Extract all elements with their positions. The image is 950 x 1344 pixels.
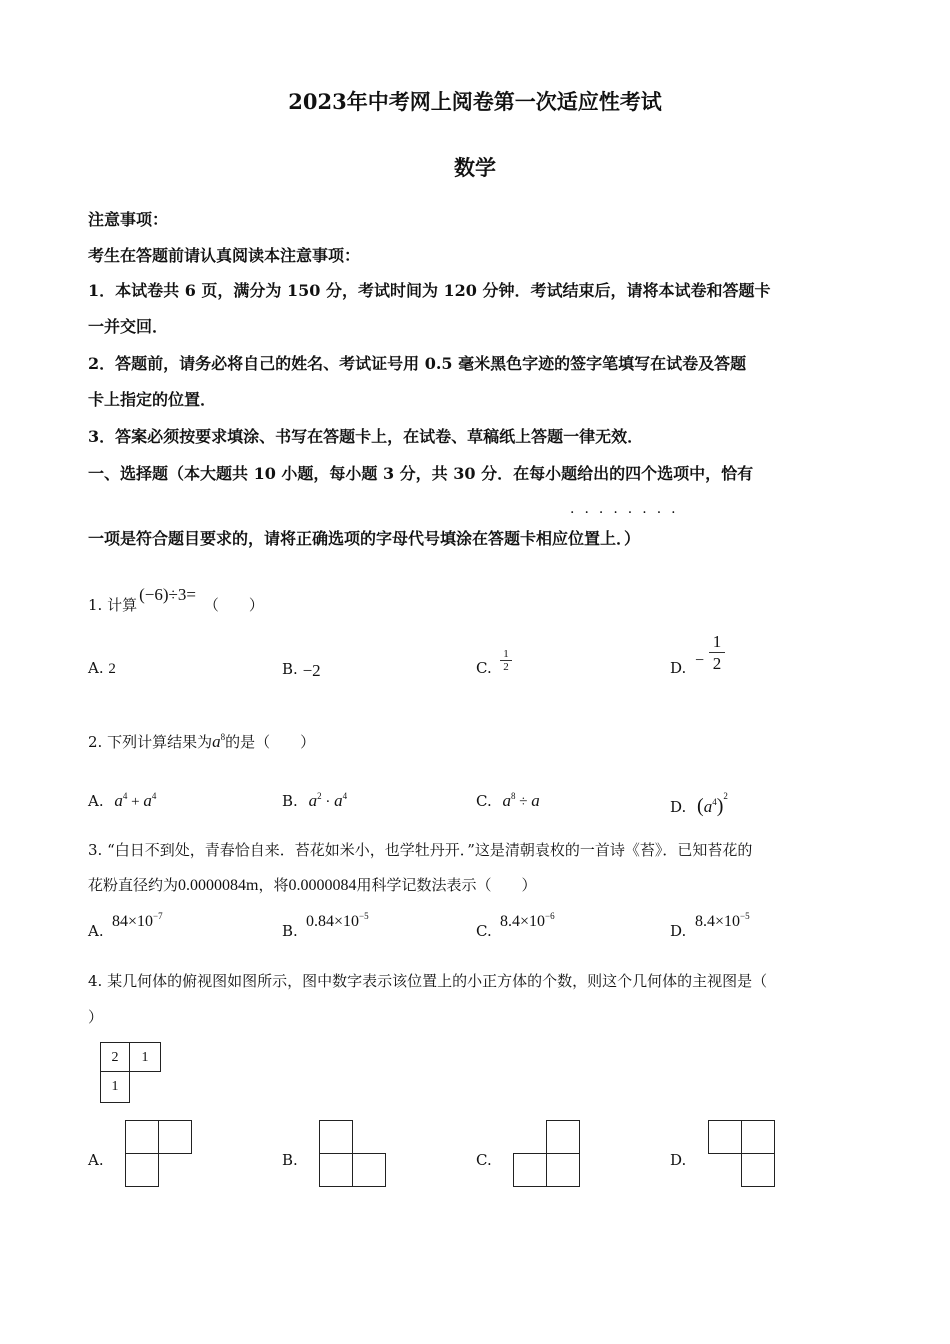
- math-exp: −5: [359, 911, 369, 921]
- math-mantissa: 8.4×10: [500, 913, 546, 930]
- q3-number: 0.0000084: [288, 877, 357, 894]
- cube-face: [742, 1121, 775, 1154]
- section-instruction: 一项是符合题目要求的，请将正确选项的字母代号填涂在答题卡相应位置上．）: [88, 529, 641, 548]
- q4-option-c-figure[interactable]: [512, 1119, 584, 1189]
- notice-heading: 注意事项：: [88, 210, 169, 229]
- cube-face: [320, 1121, 353, 1154]
- q3-stem-line2: [88, 874, 537, 895]
- q3-option-b-label[interactable]: B.: [282, 922, 298, 940]
- cube-face: [547, 1121, 580, 1154]
- q3-option-a[interactable]: [112, 911, 163, 931]
- q1-d-fraction: [709, 631, 725, 674]
- grid-cell: 1: [100, 1072, 130, 1103]
- fraction-denominator: 2: [500, 660, 512, 673]
- notice-item-1: 1．本试卷共 6 页，满分为 150 分，考试时间为 120 分钟．考试结束后，请将本试卷和答题卡: [88, 281, 771, 300]
- cube-face: [159, 1121, 192, 1154]
- q3-option-c[interactable]: [500, 911, 555, 931]
- math-base: a: [334, 791, 343, 810]
- grid-cell: 1: [130, 1042, 161, 1072]
- notice-item-2: 2．答题前，请务必将自己的姓名、考试证号用 0.5 毫米黑色字迹的签字笔填写在试卷及答题: [88, 354, 747, 373]
- q2-var: a: [212, 732, 221, 751]
- q4-option-b-figure[interactable]: [318, 1119, 390, 1189]
- q4-option-d-label[interactable]: D.: [670, 1151, 687, 1169]
- cube-face: [514, 1154, 547, 1187]
- cube-face: [353, 1154, 386, 1187]
- grid-cell: 2: [100, 1042, 130, 1072]
- math-exp: 4: [151, 791, 157, 801]
- q1-prefix: 1. 计算: [88, 596, 138, 614]
- cube-face: [126, 1121, 159, 1154]
- subject-title: 数学: [454, 155, 496, 180]
- q3-option-c-label[interactable]: C.: [476, 922, 492, 940]
- q4-option-a-label[interactable]: A.: [88, 1151, 104, 1169]
- math-base: a: [703, 797, 713, 816]
- section-heading: 一、选择题（本大题共 10 小题，每小题 3 分，共 30 分．在每小题给出的四个选项中，恰有: [88, 464, 754, 483]
- q2-option-a[interactable]: [88, 791, 156, 811]
- math-base: a: [531, 791, 540, 810]
- math-base: a: [143, 791, 152, 810]
- option-value: −2: [302, 661, 321, 680]
- option-label: C.: [476, 659, 492, 677]
- math-base: a: [502, 791, 511, 810]
- q4-option-a-figure[interactable]: [124, 1119, 196, 1189]
- q3-option-d[interactable]: [695, 911, 750, 931]
- q4-option-b-label[interactable]: B.: [282, 1151, 298, 1169]
- q1-blank: （ ）: [203, 596, 264, 614]
- option-label: D.: [670, 798, 687, 816]
- q2-text-before: 2. 下列计算结果为: [88, 733, 213, 751]
- cube-face: [320, 1154, 353, 1187]
- option-label: B.: [282, 792, 298, 810]
- math-op: ÷: [515, 794, 532, 810]
- q3-text: 花粉直径约为: [88, 876, 179, 894]
- cube-face: [709, 1121, 742, 1154]
- math-exp: 8: [511, 791, 516, 801]
- q2-exp: 8: [220, 732, 226, 742]
- cube-face: [547, 1154, 580, 1187]
- q1-option-d[interactable]: [670, 659, 686, 677]
- notice-item-2-cont: 卡上指定的位置．: [88, 390, 217, 409]
- math-mantissa: 8.4×10: [695, 913, 741, 930]
- option-label: C.: [476, 792, 492, 810]
- math-exp: −7: [153, 911, 163, 921]
- top-view-grid: [100, 1042, 162, 1104]
- math-paren: (: [697, 795, 704, 817]
- q1-d-sign: −: [695, 652, 705, 669]
- q4-stem-line2: ）: [88, 1008, 104, 1026]
- q2-option-c[interactable]: [476, 791, 540, 811]
- math-op: ·: [321, 794, 335, 810]
- math-exp: 2: [317, 791, 322, 801]
- math-exp: 4: [342, 791, 348, 801]
- notice-intro: 考生在答题前请认真阅读本注意事项：: [88, 246, 361, 265]
- option-label: A.: [88, 659, 104, 677]
- option-label: D.: [670, 659, 687, 677]
- q2-option-b[interactable]: [282, 791, 347, 811]
- math-exp: 2: [723, 791, 728, 801]
- notice-item-3: 3．答案必须按要求填涂、书写在答题卡上，在试卷、草稿纸上答题一律无效．: [88, 427, 644, 446]
- math-paren: ): [716, 795, 724, 817]
- q1-stem: [88, 585, 264, 615]
- cube-face: [126, 1154, 159, 1187]
- option-label: A.: [88, 792, 104, 810]
- q3-number: 0.0000084m: [178, 877, 259, 894]
- q1-option-c[interactable]: [476, 659, 492, 677]
- q1-expression: (−6)÷3=: [139, 585, 196, 604]
- q4-option-c-label[interactable]: C.: [476, 1151, 492, 1169]
- q1-option-a[interactable]: [88, 659, 116, 678]
- exam-title: 2023年中考网上阅卷第一次适应性考试: [288, 89, 662, 114]
- math-mantissa: 0.84×10: [306, 913, 360, 930]
- notice-item-1-cont: 一并交回．: [88, 317, 169, 336]
- q3-option-a-label[interactable]: A.: [88, 922, 104, 940]
- q2-option-d[interactable]: [670, 791, 728, 818]
- q4-option-d-figure[interactable]: [707, 1119, 779, 1189]
- q1-option-b[interactable]: [282, 659, 321, 679]
- q3-option-b[interactable]: [306, 911, 369, 931]
- math-exp: −6: [545, 911, 555, 921]
- math-exp: −5: [740, 911, 750, 921]
- emphasis-dots: ········: [570, 505, 686, 521]
- option-label: B.: [282, 660, 298, 678]
- fraction-denominator: 2: [709, 652, 725, 674]
- math-base: a: [114, 791, 123, 810]
- math-mantissa: 84×10: [112, 913, 154, 930]
- math-exp: 4: [712, 797, 717, 807]
- math-base: a: [308, 791, 318, 810]
- q2-text-after: 的是（ ）: [225, 733, 316, 751]
- fraction-numerator: 1: [712, 632, 722, 651]
- q1-c-fraction: [500, 648, 512, 673]
- math-op: +: [127, 794, 144, 810]
- q3-option-d-label[interactable]: D.: [670, 922, 687, 940]
- option-value: 2: [108, 661, 116, 677]
- q3-text: 用科学记数法表示（ ）: [356, 876, 537, 894]
- q2-stem: [88, 731, 315, 752]
- fraction-numerator: 1: [503, 648, 509, 660]
- math-exp: 4: [122, 791, 128, 801]
- cube-face: [742, 1154, 775, 1187]
- q3-text: ，将: [258, 876, 289, 894]
- q3-stem-line1: 3. “白日不到处，青春恰自来．苔花如米小，也学牡丹开．”这是清朝袁枚的一首诗《苔》．已知苔花的: [88, 841, 753, 859]
- q4-stem-line1: 4. 某几何体的俯视图如图所示，图中数字表示该位置上的小正方体的个数，则这个几何体的主视图是（: [88, 972, 768, 990]
